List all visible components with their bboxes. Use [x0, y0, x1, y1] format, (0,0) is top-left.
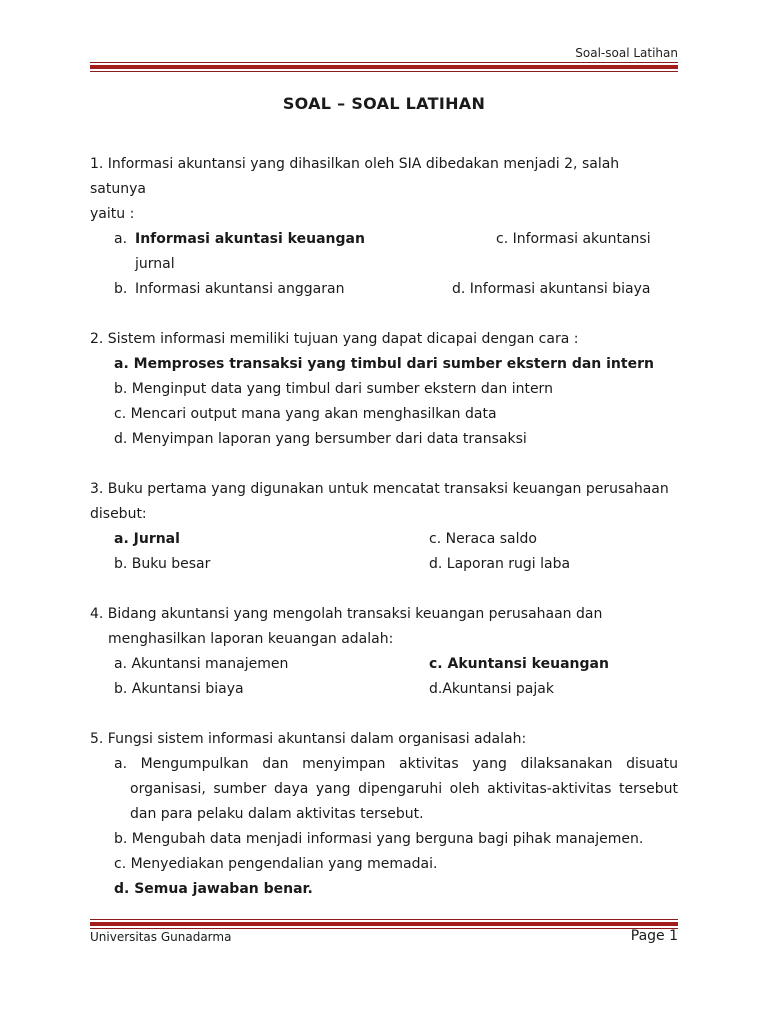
question-stem-cont: menghasilkan laporan keuangan adalah: [108, 631, 394, 647]
question-3 [90, 477, 678, 577]
question-list [90, 152, 678, 902]
option-c: c. Informasi akuntansi [496, 231, 651, 247]
header-rule [90, 62, 678, 72]
question-5 [90, 727, 678, 902]
option-a-correct: a. Memproses transaksi yang timbul dari sumber ekstern dan intern [114, 356, 654, 372]
option-c-correct: c. Akuntansi keuangan [429, 656, 609, 672]
option-label: a. [114, 231, 128, 247]
option-b: b. Buku besar [114, 556, 211, 572]
question-stem: 2. Sistem informasi memiliki tujuan yang dapat dicapai dengan cara : [90, 331, 579, 347]
question-stem: 1. Informasi akuntansi yang dihasilkan oleh SIA dibedakan menjadi 2, salah satunya [90, 156, 620, 197]
running-header: Soal-soal Latihan [575, 46, 678, 60]
option-b: b. Menginput data yang timbul dari sumber ekstern dan intern [114, 381, 553, 397]
option-d: d. Laporan rugi laba [429, 556, 571, 572]
question-4 [90, 602, 678, 702]
question-stem: 5. Fungsi sistem informasi akuntansi dalam organisasi adalah: [90, 731, 527, 747]
question-stem: 4. Bidang akuntansi yang mengolah transaksi keuangan perusahaan dan [90, 606, 603, 622]
question-stem-cont: yaitu : [90, 206, 135, 222]
option-d: d. Menyimpan laporan yang bersumber dari data transaksi [114, 431, 527, 447]
question-1 [90, 152, 678, 302]
footer-rule [90, 919, 678, 929]
option-a: a. Mengumpulkan dan menyimpan aktivitas yang dilaksanakan disuatu organisasi, sumber daya yang dipengaruhi oleh aktivitas-aktivitas tersebut dan para pelaku dalam aktivitas tersebut. [114, 756, 678, 822]
option-b: b. Akuntansi biaya [114, 681, 244, 697]
page-title: SOAL – SOAL LATIHAN [282, 94, 486, 113]
question-stem-cont: disebut: [90, 506, 147, 522]
question-stem: 3. Buku pertama yang digunakan untuk mencatat transaksi keuangan perusahaan [90, 481, 669, 497]
option-a-correct: a. Jurnal [114, 531, 180, 547]
option-c-cont: jurnal [135, 256, 175, 272]
option-b: Informasi akuntansi anggaran [135, 281, 345, 297]
option-c: c. Menyediakan pengendalian yang memadai. [114, 856, 438, 872]
page-number: Page 1 [630, 928, 678, 944]
option-b: b. Mengubah data menjadi informasi yang berguna bagi pihak manajemen. [114, 831, 644, 847]
question-2 [90, 327, 678, 452]
option-c: c. Mencari output mana yang akan menghasilkan data [114, 406, 497, 422]
option-d: d. Informasi akuntansi biaya [452, 281, 651, 297]
option-label: b. [114, 281, 128, 297]
option-a: a. Akuntansi manajemen [114, 656, 289, 672]
option-a-correct: Informasi akuntasi keuangan [135, 231, 365, 247]
option-d-correct: d. Semua jawaban benar. [114, 881, 313, 897]
option-d: d.Akuntansi pajak [429, 681, 554, 697]
footer-institution: Universitas Gunadarma [90, 930, 232, 944]
option-c: c. Neraca saldo [429, 531, 537, 547]
